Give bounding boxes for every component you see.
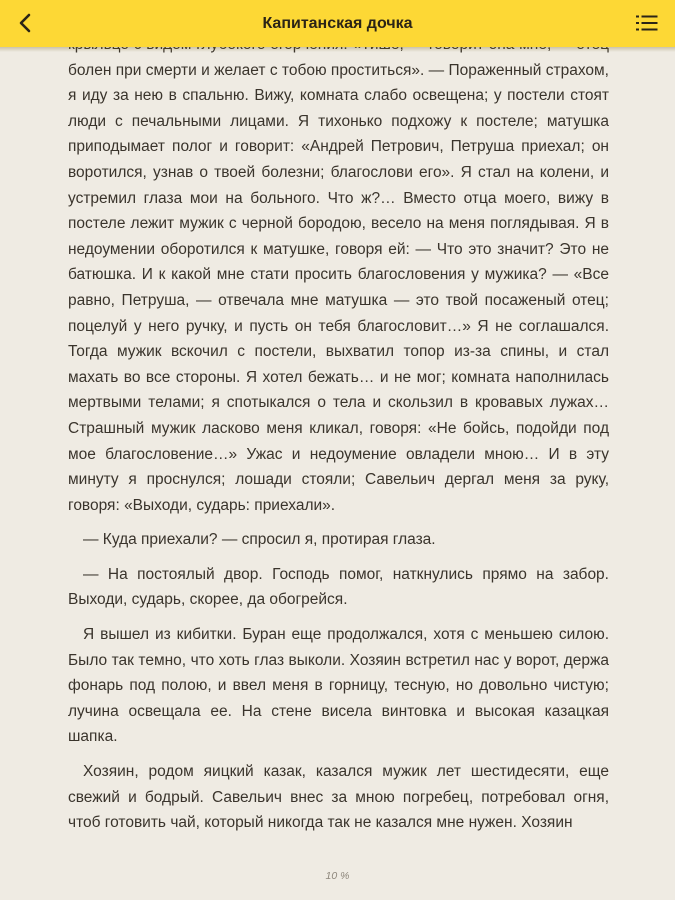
back-button[interactable] bbox=[6, 3, 46, 43]
reading-progress: 10 % bbox=[325, 870, 350, 882]
table-of-contents-icon bbox=[635, 13, 659, 33]
book-page-text[interactable] bbox=[68, 32, 609, 832]
paragraph: Я вышел из кибитки. Буран еще продолжался, хотя с меньшею силою. Было так темно, что хоть глаз выколи. Хозяин встретил нас у ворот, держа фонарь под полою, и ввел меня в горницу, тесную, но довольно чистую; лучина освещала ее. На стене висела винтовка и высокая казацкая шапка. bbox=[68, 626, 609, 746]
paragraph: — На постоялый двор. Господь помог, наткнулись прямо на забор. Выходи, сударь, скорее, да обогрейся. bbox=[68, 565, 609, 609]
paragraph: Хозяин, родом яицкий казак, казался мужик лет шестидесяти, еще свежий и бодрый. Савельич внес за мною погребец, потребовал огня, чтоб готовить чай, который никогда так не казался мне нужен. Хозяин bbox=[68, 763, 609, 832]
paragraph: болен при смерти и желает с тобою проститься». — Пораженный страхом, я иду за нею в спальню. Вижу, комната слабо освещена; у постели стоят люди с печальными лицами. Я тихонько подхожу к постеле; матушка приподымает полог и говорит: «Андрей Петрович, Петруша приехал; он воротился, узнав о твоей болезни; благослови его». Я стал на колени, и устремил глаза мои на больного. Что ж?… Вместо отца моего, вижу в постеле лежит мужик с черной бородою, весело на меня поглядывая. Я в недоумении оборотился к матушке, говоря ей: — Что это значит? Это не батюшка. И к какой мне стати просить благословения у мужика? — «Все равно, Петруша, — отвечала мне матушка — это твой посаженый отец; поцелуй у него ручку, и пусть он тебя благословит…» Я не соглашался. Тогда мужик вскочил с постели, выхватил топор из-за спины, и стал махать во все стороны. Я хотел бежать… и не мог; комната наполнилась мертвыми телами; я спотыкался о тела и скользил в кровавых лужах… Страшный мужик ласково меня кликал, говоря: «Не бойсь, подойди под мое благословение…» Ужас и недоумение овладели мною… И в эту минуту я проснулся; лошади стояли; Савельич дергал меня за руку, говоря: «Выходи, сударь: приехали». bbox=[68, 61, 609, 514]
app-bar bbox=[0, 0, 675, 47]
table-of-contents-button[interactable] bbox=[627, 3, 667, 43]
paragraph: — Куда приехали? — спросил я, протирая глаза. bbox=[83, 531, 436, 549]
book-title: Капитанская дочка bbox=[262, 15, 413, 32]
chevron-left-icon bbox=[15, 12, 37, 34]
